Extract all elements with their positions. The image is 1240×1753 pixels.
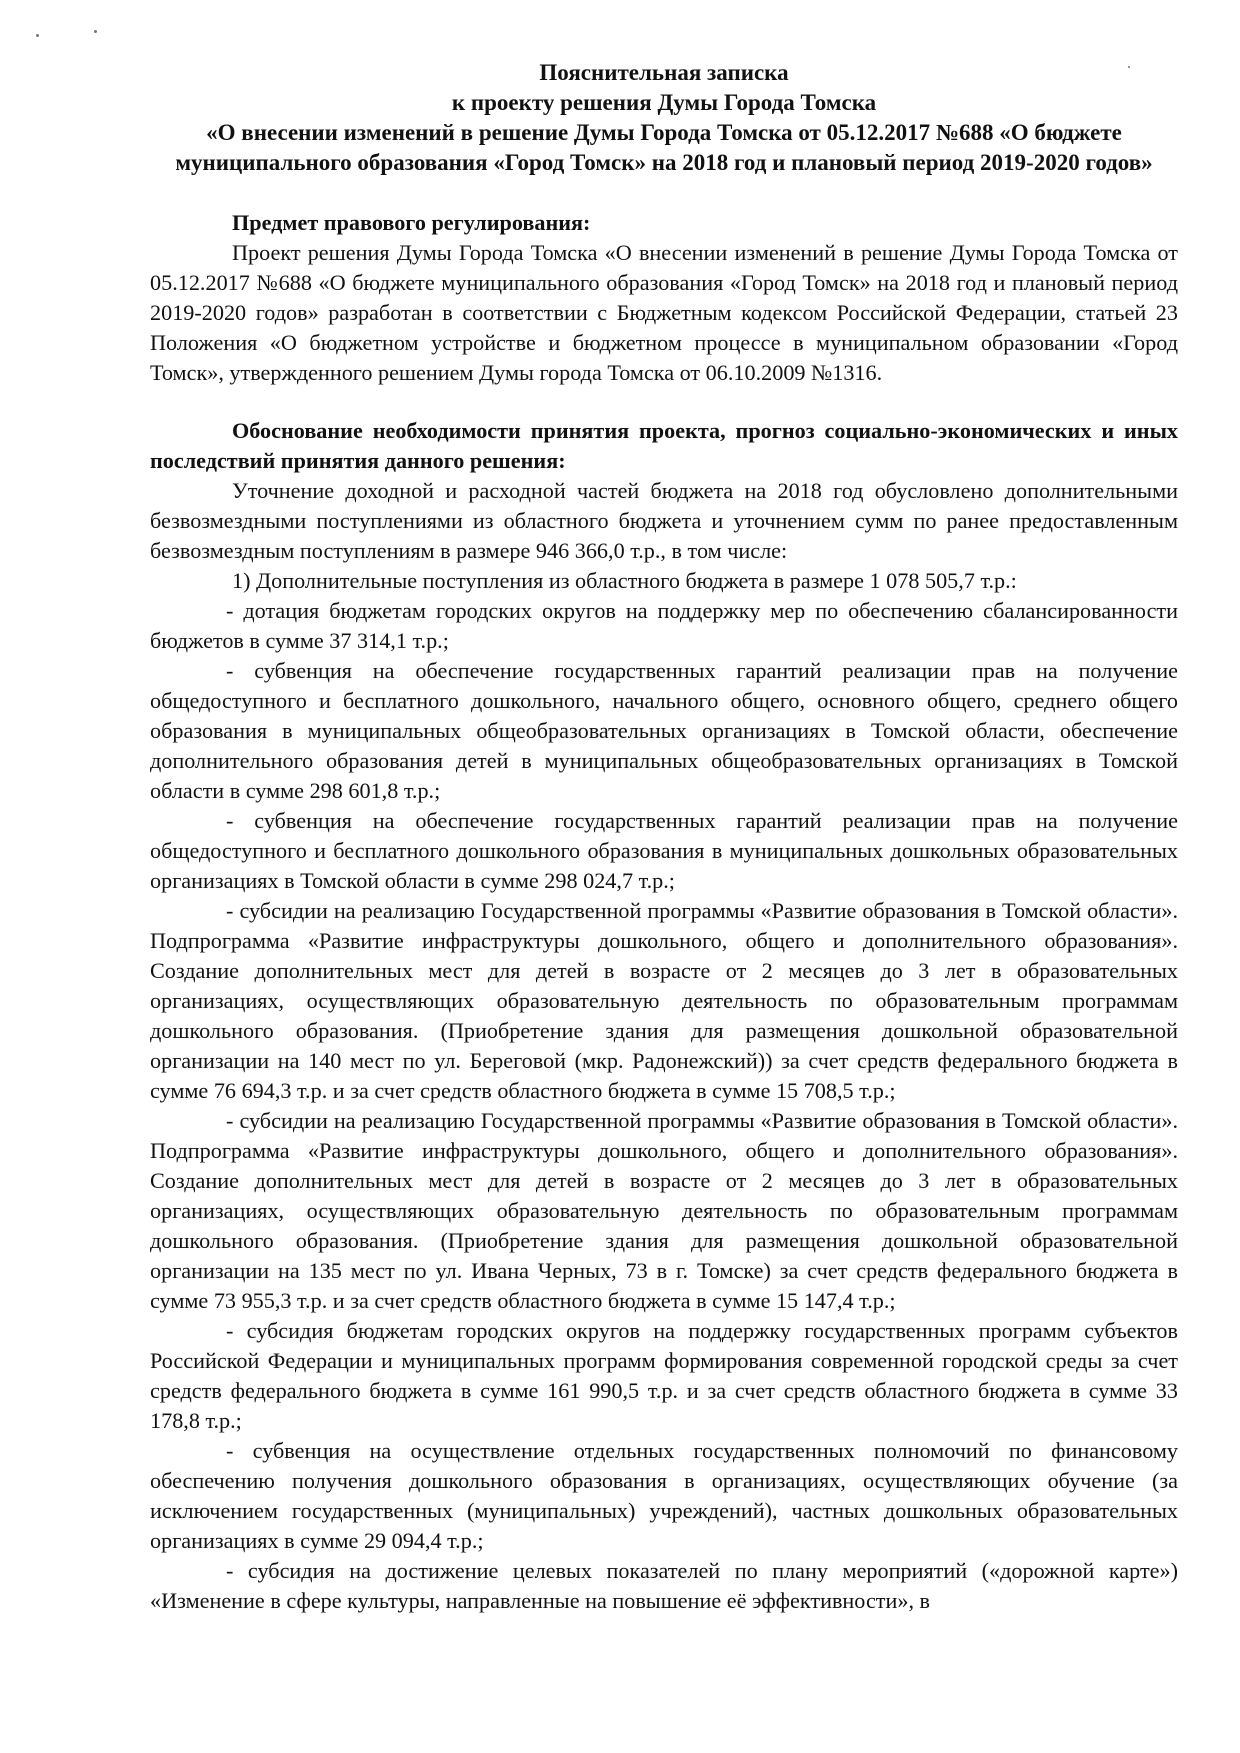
- title-line-2: к проекту решения Думы Города Томска: [451, 90, 877, 115]
- section2-heading: Обоснование необходимости принятия проекта, прогноз социально-экономических и иных последствий принятия данного решения:: [150, 418, 1178, 473]
- scan-speck: [36, 34, 39, 37]
- title-line-1: Пояснительная записка: [539, 60, 789, 85]
- list-item: - субсидия на достижение целевых показателей по плану мероприятий («дорожной карте») «Изменение в сфере культуры, направленные на повышение её эффективности», в: [150, 1558, 1178, 1613]
- list-item: - субвенция на обеспечение государственных гарантий реализации прав на получение общедоступного и бесплатного дошкольного образования в муниципальных дошкольных образовательных организациях в Томской области в сумме 298 024,7 т.р.;: [150, 808, 1178, 893]
- list-item: - субсидии на реализацию Государственной программы «Развитие образования в Томской области». Подпрограмма «Развитие инфраструктуры дошкольного, общего и дополнительного образования». Создание дополнительных мест для детей в возрасте от 2 месяцев до 3 лет в образовательных организациях, осуществляющих образовательную деятельность по образовательным программам дошкольного образования. (Приобретение здания для размещения дошкольной образовательной организации на 135 мест по ул. Ивана Черных, 73 в г. Томске) за счет средств федерального бюджета в сумме 73 955,3 т.р. и за счет средств областного бюджета в сумме 15 147,4 т.р.;: [150, 1108, 1178, 1313]
- section1-text: Проект решения Думы Города Томска «О внесении изменений в решение Думы Города Томска от 05.12.2017 №688 «О бюджете муниципального образования «Город Томск» на 2018 год и плановый период 2019-2020 годов» разработан в соответствии с Бюджетным кодексом Российской Федерации, статьей 23 Положения «О бюджетном устройстве и бюджетном процессе в муниципальном образовании «Город Томск», утвержденного решением Думы города Томска от 06.10.2009 №1316.: [150, 240, 1178, 385]
- list-item: - субвенция на обеспечение государственных гарантий реализации прав на получение общедоступного и бесплатного дошкольного, начального общего, основного общего, среднего общего образования в муниципальных общеобразовательных организациях в Томской области, обеспечение дополнительного образования детей в муниципальных общеобразовательных организациях в Томской области в сумме 298 601,8 т.р.;: [150, 658, 1178, 803]
- section1-heading: Предмет правового регулирования:: [232, 210, 591, 235]
- section2-intro: Уточнение доходной и расходной частей бюджета на 2018 год обусловлено дополнительными безвозмездными поступлениями из областного бюджета и уточнением сумм по ранее предоставленным безвозмездным поступлениям в размере 946 366,0 т.р., в том числе:: [150, 478, 1178, 563]
- document-page: [150, 58, 1178, 1616]
- document-title: [150, 58, 1178, 178]
- list-item: - субвенция на осуществление отдельных государственных полномочий по финансовому обеспечению получения дошкольного образования в организациях, осуществляющих обучение (за исключением государственных (муниципальных) учреждений), частных дошкольных образовательных организациях в сумме 29 094,4 т.р.;: [150, 1438, 1178, 1553]
- scan-speck: [94, 30, 97, 33]
- section2-subheading: 1) Дополнительные поступления из областного бюджета в размере 1 078 505,7 т.р.:: [232, 568, 1017, 593]
- title-line-3: «О внесении изменений в решение Думы Города Томска от 05.12.2017 №688 «О бюджете муниципального образования «Город Томск» на 2018 год и плановый период 2019-2020 годов»: [175, 120, 1153, 175]
- list-item: - субсидия бюджетам городских округов на поддержку государственных программ субъектов Российской Федерации и муниципальных программ формирования современной городской среды за счет средств федерального бюджета в сумме 161 990,5 т.р. и за счет средств областного бюджета в сумме 33 178,8 т.р.;: [150, 1318, 1178, 1433]
- list-item: - дотация бюджетам городских округов на поддержку мер по обеспечению сбалансированности бюджетов в сумме 37 314,1 т.р.;: [150, 598, 1178, 653]
- list-item: - субсидии на реализацию Государственной программы «Развитие образования в Томской области». Подпрограмма «Развитие инфраструктуры дошкольного, общего и дополнительного образования». Создание дополнительных мест для детей в возрасте от 2 месяцев до 3 лет в образовательных организациях, осуществляющих образовательную деятельность по образовательным программам дошкольного образования. (Приобретение здания для размещения дошкольной образовательной организации на 140 мест по ул. Береговой (мкр. Радонежский)) за счет средств федерального бюджета в сумме 76 694,3 т.р. и за счет средств областного бюджета в сумме 15 708,5 т.р.;: [150, 898, 1178, 1103]
